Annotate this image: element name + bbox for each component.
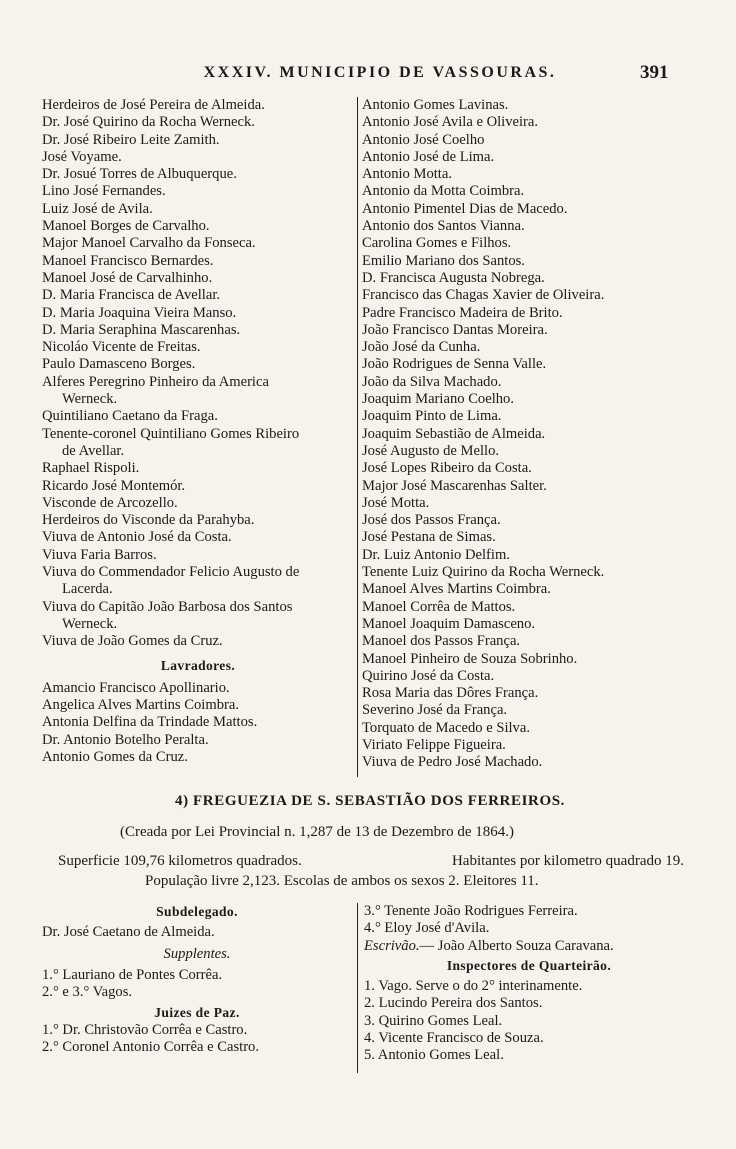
page-number: 391 [640,62,669,83]
list-item: Viriato Felippe Figueira. [362,736,506,753]
list-item: Manoel Joaquim Damasceno. [362,615,536,632]
list-item-continuation: Werneck. [62,391,118,408]
list-item: Luiz José de Avila. [42,200,153,217]
list-item: Quintiliano Caetano da Fraga. [42,408,218,425]
list-item: Herdeiros de José Pereira de Almeida. [42,97,265,113]
area-stat: Superficie 109,76 kilometros quadrados. [58,853,302,869]
list-item: José Augusto de Mello. [362,442,500,459]
list-item: 4. Vicente Francisco de Souza. [364,1030,544,1047]
list-item: Tenente-coronel Quintiliano Gomes Ribeiro [42,425,300,442]
stats-line [58,853,684,870]
running-header: XXXIV. MUNICIPIO DE VASSOURAS. [203,64,557,81]
list-item: Francisco das Chagas Xavier de Oliveira. [362,287,605,304]
list-item: José Voyame. [42,148,122,165]
list-item: Manoel Francisco Bernardes. [42,252,214,269]
list-item: João da Silva Machado. [362,373,502,390]
list-item: Dr. Luiz Antonio Delfim. [362,546,510,563]
list-item: Torquato de Macedo e Silva. [362,719,530,736]
list-item: Dr. Josué Torres de Albuquerque. [42,166,237,183]
list-item: Antonio dos Santos Vianna. [362,218,525,235]
list-item: José Lopes Ribeiro da Costa. [362,460,532,477]
list-item: Antonio Motta. [362,166,452,183]
list-item: Rosa Maria das Dôres França. [362,685,539,702]
list-item: João José da Cunha. [362,339,481,356]
list-item: João Francisco Dantas Moreira. [362,321,548,338]
list-item: Severino José da França. [362,702,508,719]
list-item: Emilio Mariano dos Santos. [362,252,525,269]
list-item: Viuva de Pedro José Machado. [362,754,543,771]
lavradores-heading: Lavradores. [160,657,236,673]
column-divider [357,97,358,777]
population-line: População livre 2,123. Escolas de ambos os sexos 2. Eleitores 11. [145,873,539,889]
list-item: Major José Mascarenhas Salter. [362,477,547,494]
list-item: Dr. José Quirino da Rocha Werneck. [42,114,255,131]
list-item: Major Manoel Carvalho da Fonseca. [42,235,256,252]
list-item: Antonio José Coelho [362,131,485,148]
section-title: 4) FREGUEZIA DE S. SEBASTIÃO DOS FERREIROS. [174,793,566,809]
list-item: Alferes Peregrino Pinheiro da America [42,373,269,390]
list-item: Raphael Rispoli. [42,460,140,477]
creation-note: (Creada por Lei Provincial n. 1,287 de 13 de Dezembro de 1864.) [120,824,515,840]
list-item: Antonia Delfina da Trindade Mattos. [42,714,258,731]
list-item: Antonio José Avila e Oliveira. [362,114,539,131]
list-item: Manoel Pinheiro de Souza Sobrinho. [362,650,578,667]
list-item: Viuva de João Gomes da Cruz. [42,633,223,650]
list-item: José Pestana de Simas. [362,529,496,546]
list-item: Antonio José de Lima. [362,148,495,165]
list-item: D. Maria Joaquina Vieira Manso. [42,304,237,321]
right-column [362,97,688,772]
list-item: 2.° Coronel Antonio Corrêa e Castro. [42,1039,260,1056]
list-item: José Motta. [362,494,430,511]
list-item: Viuva Faria Barros. [42,546,157,563]
list-item: Nicoláo Vicente de Freitas. [42,339,201,356]
list-item: Antonio da Motta Coimbra. [362,183,525,200]
list-item: 3.° Tenente João Rodrigues Ferreira. [364,903,578,919]
list-item: Viuva de Antonio José da Costa. [42,529,232,546]
section-right-column [364,903,694,1065]
list-item: Lino José Fernandes. [42,183,166,200]
list-item: 4.° Eloy José d'Avila. [364,920,490,937]
section-left-column [42,903,352,1056]
list-item: Dr. José Caetano de Almeida. [42,924,215,941]
list-item: Viuva do Commendador Felicio Augusto de [42,564,300,581]
list-item: Angelica Alves Martins Coimbra. [42,697,239,714]
column-divider [357,903,358,1073]
escrivao-line [364,938,694,955]
list-item: Ricardo José Montemór. [42,477,186,494]
list-item: D. Maria Francisca de Avellar. [42,287,221,304]
list-item: Manoel Corrêa de Mattos. [362,598,516,615]
list-item-continuation: Lacerda. [62,581,113,598]
supplentes-heading: Supplentes. [163,945,231,962]
juizes-heading: Juizes de Paz. [154,1005,240,1021]
list-item: Viuva do Capitão João Barbosa dos Santos [42,598,293,615]
list-item: Joaquim Pinto de Lima. [362,408,502,425]
density-stat: Habitantes por kilometro quadrado 19. [451,853,684,869]
list-item: 5. Antonio Gomes Leal. [364,1047,504,1064]
escrivao-label: Escrivão. [364,937,420,954]
list-item: Amancio Francisco Apollinario. [42,679,230,696]
list-item-continuation: Werneck. [62,615,118,632]
list-item: 1.° Dr. Christovão Corrêa e Castro. [42,1021,248,1038]
list-item: João Rodrigues de Senna Valle. [362,356,547,373]
list-item: Manoel José de Carvalhinho. [42,269,213,286]
left-column [42,97,354,766]
list-item: Manoel Borges de Carvalho. [42,218,210,235]
list-item: Joaquim Mariano Coelho. [362,391,514,408]
list-item: Quirino José da Costa. [362,667,495,684]
list-item-continuation: de Avellar. [62,442,125,459]
list-item: Paulo Damasceno Borges. [42,356,196,373]
list-item: Antonio Gomes da Cruz. [42,748,188,765]
subdelegado-heading: Subdelegado. [156,904,238,919]
list-item: D. Maria Seraphina Mascarenhas. [42,321,241,338]
list-item: 3. Quirino Gomes Leal. [364,1012,503,1029]
list-item: Joaquim Sebastião de Almeida. [362,425,546,442]
list-item: José dos Passos França. [362,512,501,529]
list-item: Padre Francisco Madeira de Brito. [362,304,563,321]
list-item: Dr. José Ribeiro Leite Zamith. [42,131,220,148]
inspectores-heading: Inspectores de Quarteirão. [446,957,612,973]
list-item: Manoel dos Passos França. [362,633,521,650]
list-item: Antonio Gomes Lavinas. [362,97,509,113]
list-item: 1.° Lauriano de Pontes Corrêa. [42,966,223,983]
list-item: Dr. Antonio Botelho Peralta. [42,731,209,748]
list-item: Herdeiros do Visconde da Parahyba. [42,512,255,529]
list-item: Tenente Luiz Quirino da Rocha Werneck. [362,564,605,581]
list-item: 1. Vago. Serve o do 2° interinamente. [364,978,583,995]
escrivao-name: — João Alberto Souza Caravana. [419,937,614,954]
list-item: 2. Lucindo Pereira dos Santos. [364,995,543,1012]
list-item: Antonio Pimentel Dias de Macedo. [362,200,568,217]
list-item: D. Francisca Augusta Nobrega. [362,269,545,286]
list-item: Manoel Alves Martins Coimbra. [362,581,551,598]
list-item: Carolina Gomes e Filhos. [362,235,512,252]
list-item: 2.° e 3.° Vagos. [42,984,133,1001]
list-item: Visconde de Arcozello. [42,494,178,511]
